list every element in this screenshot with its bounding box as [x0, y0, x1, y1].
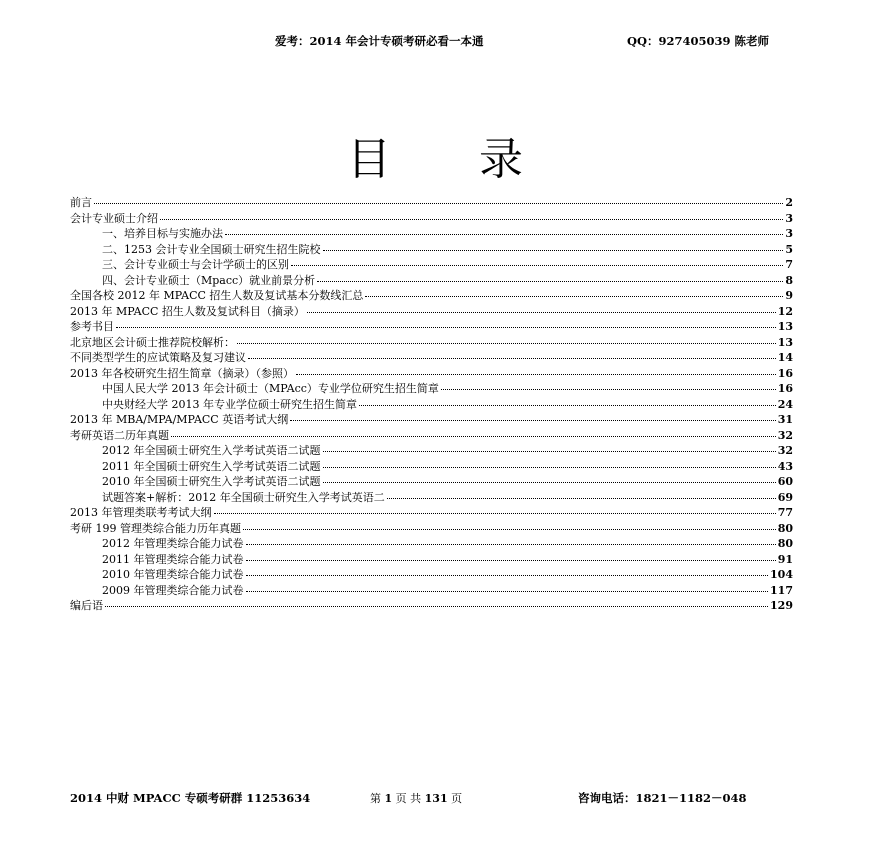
- toc-entry-label: 二、1253 会计专业全国硕士研究生招生院校: [102, 242, 321, 256]
- toc-entry[interactable]: [70, 226, 793, 242]
- page-middle: 页 共: [395, 792, 422, 805]
- toc-leader-dots: [225, 233, 783, 235]
- page-title: 目录: [347, 134, 611, 185]
- toc-entry-page: 32: [777, 444, 793, 457]
- toc-leader-dots: [243, 528, 776, 530]
- toc-entry[interactable]: [70, 490, 793, 506]
- toc-leader-dots: [359, 404, 776, 406]
- header-title: 爱考：2014 年会计专硕考研必看一本通: [275, 34, 484, 48]
- toc-leader-dots: [365, 295, 783, 297]
- toc-entry-page: 32: [777, 428, 793, 442]
- toc-leader-dots: [296, 373, 776, 375]
- toc-entry-label: 三、会计专业硕士与会计学硕士的区别: [102, 258, 289, 271]
- toc-entry[interactable]: [70, 335, 793, 351]
- toc-entry[interactable]: [70, 319, 793, 335]
- toc-entry-page: 129: [770, 599, 793, 612]
- toc-entry-page: 80: [777, 521, 793, 535]
- toc-entry[interactable]: [70, 211, 793, 227]
- toc-entry[interactable]: [70, 195, 793, 211]
- toc-entry[interactable]: [70, 598, 793, 614]
- toc-entry-page: 9: [785, 289, 793, 302]
- toc-entry-label: 编后语: [70, 599, 103, 612]
- toc-entry-label: 2013 年 MPACC 招生人数及复试科目（摘录）: [70, 304, 305, 318]
- toc-entry[interactable]: [70, 273, 793, 289]
- toc-entry[interactable]: [70, 443, 793, 459]
- toc-entry-page: 24: [777, 397, 793, 411]
- toc-entry-page: 77: [777, 506, 793, 519]
- toc-entry-label: 考研 199 管理类综合能力历年真题: [70, 521, 241, 535]
- toc-leader-dots: [323, 481, 776, 483]
- toc-entry-label: 2012 年全国硕士研究生入学考试英语二试题: [102, 444, 321, 457]
- footer-page-indicator: [370, 790, 462, 806]
- page-suffix: 页: [451, 792, 463, 805]
- toc-leader-dots: [291, 264, 783, 266]
- toc-leader-dots: [290, 419, 775, 421]
- toc-entry-label: 2013 年 MBA/MPA/MPACC 英语考试大纲: [70, 413, 289, 426]
- toc-entry-page: 31: [777, 413, 793, 426]
- toc-entry-page: 3: [785, 211, 793, 225]
- toc-leader-dots: [323, 466, 776, 468]
- toc-leader-dots: [94, 202, 783, 204]
- toc-entry-label: 2011 年管理类综合能力试卷: [102, 552, 244, 566]
- toc-leader-dots: [214, 512, 776, 514]
- toc-leader-dots: [105, 605, 768, 607]
- toc-entry-label: 不同类型学生的应试策略及复习建议: [70, 351, 246, 364]
- toc-entry-label: 2009 年管理类综合能力试卷: [102, 583, 244, 597]
- toc-entry-label: 2013 年管理类联考考试大纲: [70, 506, 212, 519]
- toc-entry[interactable]: [70, 412, 793, 428]
- toc-entry[interactable]: [70, 366, 793, 382]
- toc-leader-dots: [160, 218, 783, 220]
- toc-entry-page: 13: [777, 320, 793, 333]
- toc-entry-label: 试题答案+解析：2012 年全国硕士研究生入学考试英语二: [102, 490, 385, 504]
- toc-leader-dots: [171, 435, 776, 437]
- toc-leader-dots: [323, 249, 784, 251]
- page-footer: [0, 790, 870, 806]
- toc-entry-label: 2010 年管理类综合能力试卷: [102, 568, 244, 581]
- toc-entry[interactable]: [70, 257, 793, 273]
- toc-entry-page: 60: [777, 475, 793, 488]
- page-prefix: 第: [370, 792, 381, 805]
- toc-entry-label: 考研英语二历年真题: [70, 428, 169, 442]
- toc-entry-label: 中国人民大学 2013 年会计硕士（MPAcc）专业学位研究生招生简章: [102, 382, 439, 395]
- toc-leader-dots: [317, 280, 783, 282]
- toc-entry-label: 全国各校 2012 年 MPACC 招生人数及复试基本分数线汇总: [70, 289, 364, 302]
- toc-entry-label: 2013 年各校研究生招生简章（摘录）（参照）: [70, 366, 294, 380]
- header-contact: QQ：927405039 陈老师: [627, 34, 770, 48]
- toc-entry-label: 2011 年全国硕士研究生入学考试英语二试题: [102, 459, 321, 473]
- toc-entry[interactable]: [70, 242, 793, 258]
- toc-entry-label: 北京地区会计硕士推荐院校解析：: [70, 335, 235, 349]
- toc-leader-dots: [246, 574, 769, 576]
- toc-entry[interactable]: [70, 459, 793, 475]
- toc-entry-page: 7: [785, 258, 793, 271]
- toc-entry-page: 2: [785, 196, 793, 209]
- toc-entry[interactable]: [70, 381, 793, 397]
- toc-entry-page: 16: [777, 382, 793, 395]
- toc-entry-page: 16: [777, 366, 793, 380]
- toc-entry-page: 14: [777, 351, 793, 364]
- toc-entry[interactable]: [70, 397, 793, 413]
- toc-entry[interactable]: [70, 567, 793, 583]
- page-total: 131: [424, 792, 448, 805]
- toc-entry-page: 43: [777, 459, 793, 473]
- table-of-contents: [70, 195, 793, 614]
- toc-entry[interactable]: [70, 536, 793, 552]
- toc-leader-dots: [441, 388, 776, 390]
- toc-leader-dots: [248, 357, 776, 359]
- toc-entry[interactable]: [70, 583, 793, 599]
- toc-entry-page: 8: [785, 273, 793, 287]
- toc-leader-dots: [237, 342, 776, 344]
- toc-entry-label: 四、会计专业硕士（Mpacc）就业前景分析: [102, 273, 316, 287]
- toc-entry-page: 5: [785, 242, 793, 256]
- toc-entry-page: 117: [770, 583, 793, 597]
- toc-entry[interactable]: [70, 521, 793, 537]
- toc-entry[interactable]: [70, 350, 793, 366]
- toc-entry-label: 中央财经大学 2013 年专业学位硕士研究生招生简章: [102, 397, 357, 411]
- toc-entry-page: 12: [777, 304, 793, 318]
- toc-entry-page: 13: [777, 335, 793, 349]
- toc-entry-page: 80: [777, 537, 793, 550]
- page-current: 1: [384, 792, 393, 805]
- toc-entry-label: 会计专业硕士介绍: [70, 211, 158, 225]
- toc-entry[interactable]: [70, 474, 793, 490]
- toc-entry[interactable]: [70, 304, 793, 320]
- toc-leader-dots: [246, 559, 776, 561]
- toc-leader-dots: [116, 326, 776, 328]
- toc-entry[interactable]: [70, 428, 793, 444]
- toc-leader-dots: [307, 311, 776, 313]
- toc-entry[interactable]: [70, 552, 793, 568]
- toc-leader-dots: [387, 497, 776, 499]
- toc-entry-label: 参考书目: [70, 320, 114, 333]
- toc-entry[interactable]: [70, 505, 793, 521]
- page-header: [0, 33, 870, 49]
- toc-entry-label: 2012 年管理类综合能力试卷: [102, 537, 244, 550]
- footer-phone: 咨询电话：1821－1182－048: [578, 791, 747, 805]
- toc-entry-label: 前言: [70, 196, 92, 209]
- toc-entry-label: 2010 年全国硕士研究生入学考试英语二试题: [102, 475, 321, 488]
- toc-entry-label: 一、培养目标与实施办法: [102, 227, 223, 240]
- footer-group-info: 2014 中财 MPACC 专硕考研群 11253634: [70, 791, 311, 805]
- toc-entry[interactable]: [70, 288, 793, 304]
- toc-leader-dots: [246, 590, 769, 592]
- toc-entry-page: 3: [785, 227, 793, 240]
- toc-entry-page: 69: [777, 490, 793, 504]
- toc-leader-dots: [246, 543, 776, 545]
- toc-entry-page: 104: [770, 568, 793, 581]
- toc-leader-dots: [323, 450, 776, 452]
- toc-entry-page: 91: [777, 552, 793, 566]
